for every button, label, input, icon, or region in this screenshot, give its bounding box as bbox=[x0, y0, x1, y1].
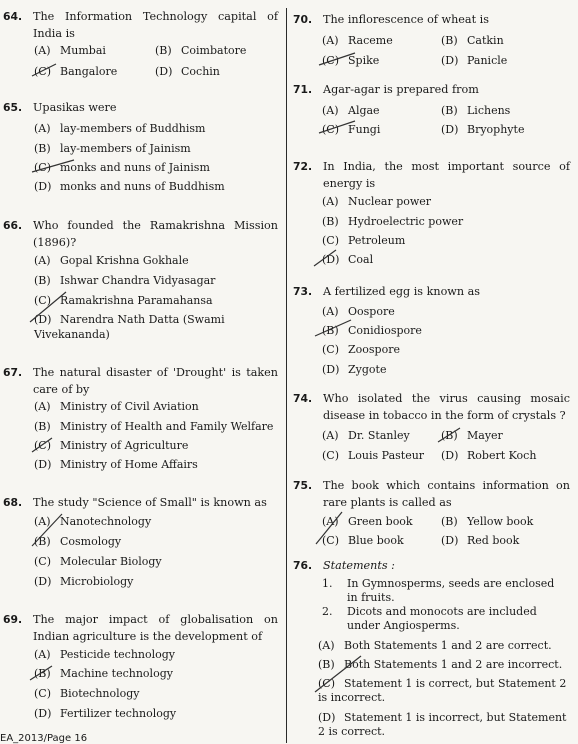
option-c[interactable]: (C) Ministry of Agriculture bbox=[34, 439, 189, 452]
question-text: In India, the most important source of energy is bbox=[323, 160, 570, 190]
option-b[interactable]: (B) Coimbatore bbox=[155, 44, 247, 57]
option-d[interactable]: (D) Robert Koch bbox=[441, 449, 537, 462]
option-d[interactable]: (D) Bryophyte bbox=[441, 123, 525, 136]
option-c[interactable]: (C) Fungi bbox=[322, 123, 381, 136]
option-c[interactable]: (C) monks and nuns of Jainism bbox=[34, 161, 210, 174]
question-number: 71. bbox=[293, 83, 313, 96]
question-text: Statements : bbox=[323, 559, 395, 572]
question-text: The Information Technology capital of India is bbox=[33, 10, 278, 40]
option-c[interactable]: (C) Statement 1 is correct, but Statement 2 is incorrect. bbox=[318, 677, 567, 704]
option-a[interactable]: (A) Raceme bbox=[322, 34, 393, 47]
option-a[interactable]: (A) lay-members of Buddhism bbox=[34, 122, 206, 135]
question-text: Who founded the Ramakrishna Mission (1896)? bbox=[33, 219, 278, 249]
question-67 bbox=[0, 364, 286, 398]
option-d[interactable]: (D) Ministry of Home Affairs bbox=[34, 458, 198, 471]
pen-mark-icon bbox=[317, 51, 357, 67]
question-text: Agar-agar is prepared from bbox=[323, 83, 479, 96]
option-b[interactable]: (B) Mayer bbox=[441, 429, 503, 442]
option-b[interactable]: (B) Ministry of Health and Family Welfare bbox=[34, 420, 274, 433]
pen-mark-icon bbox=[28, 664, 54, 682]
option-b[interactable]: (B) Hydroelectric power bbox=[322, 215, 464, 228]
question-number: 69. bbox=[3, 613, 23, 626]
pen-mark-icon bbox=[30, 512, 64, 548]
option-a[interactable]: (A) Nuclear power bbox=[322, 195, 432, 208]
option-a[interactable]: (A) Ministry of Civil Aviation bbox=[34, 400, 199, 413]
question-76 bbox=[289, 557, 578, 574]
pen-mark-icon bbox=[28, 290, 68, 324]
option-d[interactable]: (D) Panicle bbox=[441, 54, 508, 67]
question-number: 65. bbox=[3, 101, 23, 114]
question-text: The major impact of globalisation on Indian agriculture is the development of bbox=[33, 613, 278, 643]
option-c[interactable]: (C) Bangalore bbox=[34, 65, 118, 78]
pen-mark-icon bbox=[30, 62, 60, 78]
option-d[interactable]: (D) Zygote bbox=[322, 363, 387, 376]
question-64 bbox=[0, 8, 286, 42]
pen-mark-icon bbox=[317, 119, 357, 135]
option-c[interactable]: (C) Blue book bbox=[322, 534, 404, 547]
option-c[interactable]: (C) Louis Pasteur bbox=[322, 449, 425, 462]
question-71 bbox=[289, 81, 578, 98]
question-70 bbox=[289, 11, 578, 28]
statement-1: 1. In Gymnosperms, seeds are enclosed in fruits. bbox=[322, 577, 555, 604]
option-c[interactable]: (C) Zoospore bbox=[322, 343, 400, 356]
option-a[interactable]: (A) Gopal Krishna Gokhale bbox=[34, 254, 189, 267]
question-72 bbox=[289, 158, 578, 192]
question-75 bbox=[289, 477, 578, 511]
option-d[interactable]: (D) Microbiology bbox=[34, 575, 134, 588]
question-number: 74. bbox=[293, 392, 313, 405]
option-b[interactable]: (B) Yellow book bbox=[441, 515, 534, 528]
option-a[interactable]: (A) Oospore bbox=[322, 305, 395, 318]
question-text: A fertilized egg is known as bbox=[323, 285, 481, 298]
question-text: Upasikas were bbox=[33, 101, 117, 114]
option-a[interactable]: (A) Pesticide technology bbox=[34, 648, 176, 661]
question-text: The study "Science of Small" is known as bbox=[33, 496, 267, 509]
option-a[interactable]: (A) Green book bbox=[322, 515, 413, 528]
option-c[interactable]: (C) Spike bbox=[322, 54, 380, 67]
option-c[interactable]: (C) Ramakrishna Paramahansa bbox=[34, 294, 213, 307]
option-c[interactable]: (C) Biotechnology bbox=[34, 687, 140, 700]
option-b[interactable]: (B) lay-members of Jainism bbox=[34, 142, 191, 155]
column-divider bbox=[286, 8, 287, 743]
question-68 bbox=[0, 494, 286, 511]
option-b[interactable]: (B) Catkin bbox=[441, 34, 504, 47]
question-65 bbox=[0, 99, 286, 116]
question-text: The book which contains information on rare plants is called as bbox=[323, 479, 570, 509]
question-number: 70. bbox=[293, 13, 313, 26]
option-b[interactable]: (B) Ishwar Chandra Vidyasagar bbox=[34, 274, 216, 287]
option-b[interactable]: (B) Conidiospore bbox=[322, 324, 422, 337]
option-a[interactable]: (A) Dr. Stanley bbox=[322, 429, 410, 442]
option-c[interactable]: (C) Molecular Biology bbox=[34, 555, 162, 568]
option-d[interactable]: (D) Cochin bbox=[155, 65, 220, 78]
question-text: Who isolated the virus causing mosaic disease in tobacco in the form of crystals ? bbox=[323, 392, 570, 422]
question-number: 67. bbox=[3, 366, 23, 379]
pen-mark-icon bbox=[314, 510, 344, 546]
pen-mark-icon bbox=[30, 158, 76, 174]
option-d[interactable]: (D) Narendra Nath Datta (Swami Vivekananda) bbox=[34, 313, 225, 341]
option-a[interactable]: (A) Nanotechnology bbox=[34, 515, 152, 528]
option-b[interactable]: (B) Lichens bbox=[441, 104, 511, 117]
question-number: 73. bbox=[293, 285, 313, 298]
option-d[interactable]: (D) Fertilizer technology bbox=[34, 707, 177, 720]
option-a[interactable]: (A) Algae bbox=[322, 104, 380, 117]
question-text: The natural disaster of 'Drought' is taken care of by bbox=[33, 366, 278, 396]
pen-mark-icon bbox=[313, 318, 353, 338]
question-69 bbox=[0, 611, 286, 645]
option-d[interactable]: (D) Red book bbox=[441, 534, 520, 547]
option-c[interactable]: (C) Petroleum bbox=[322, 234, 406, 247]
question-number: 66. bbox=[3, 219, 23, 232]
option-b[interactable]: (B) Both Statements 1 and 2 are incorrect. bbox=[318, 658, 563, 671]
question-number: 64. bbox=[3, 10, 23, 23]
option-d[interactable]: (D) Coal bbox=[322, 253, 374, 266]
page-footer: EA_2013/Page 16 bbox=[0, 733, 88, 744]
option-b[interactable]: (B) Machine technology bbox=[34, 667, 173, 680]
option-a[interactable]: (A) Mumbai bbox=[34, 44, 106, 57]
question-73 bbox=[289, 283, 578, 300]
question-number: 72. bbox=[293, 160, 313, 173]
question-number: 76. bbox=[293, 559, 313, 572]
pen-mark-icon bbox=[312, 248, 338, 268]
pen-mark-icon bbox=[30, 436, 54, 454]
option-d[interactable]: (D) monks and nuns of Buddhism bbox=[34, 180, 225, 193]
pen-mark-icon bbox=[313, 654, 363, 694]
question-number: 68. bbox=[3, 496, 23, 509]
question-66 bbox=[0, 217, 286, 251]
question-number: 75. bbox=[293, 479, 313, 492]
option-a[interactable]: (A) Both Statements 1 and 2 are correct. bbox=[318, 639, 552, 652]
option-d[interactable]: (D) Statement 1 is incorrect, but Statement 2 is correct. bbox=[318, 711, 567, 738]
question-74 bbox=[289, 390, 578, 424]
question-text: The inflorescence of wheat is bbox=[323, 13, 489, 26]
option-b[interactable]: (B) Cosmology bbox=[34, 535, 122, 548]
pen-mark-icon bbox=[436, 426, 462, 444]
statement-2: 2. Dicots and monocots are included under Angiosperms. bbox=[322, 605, 537, 632]
